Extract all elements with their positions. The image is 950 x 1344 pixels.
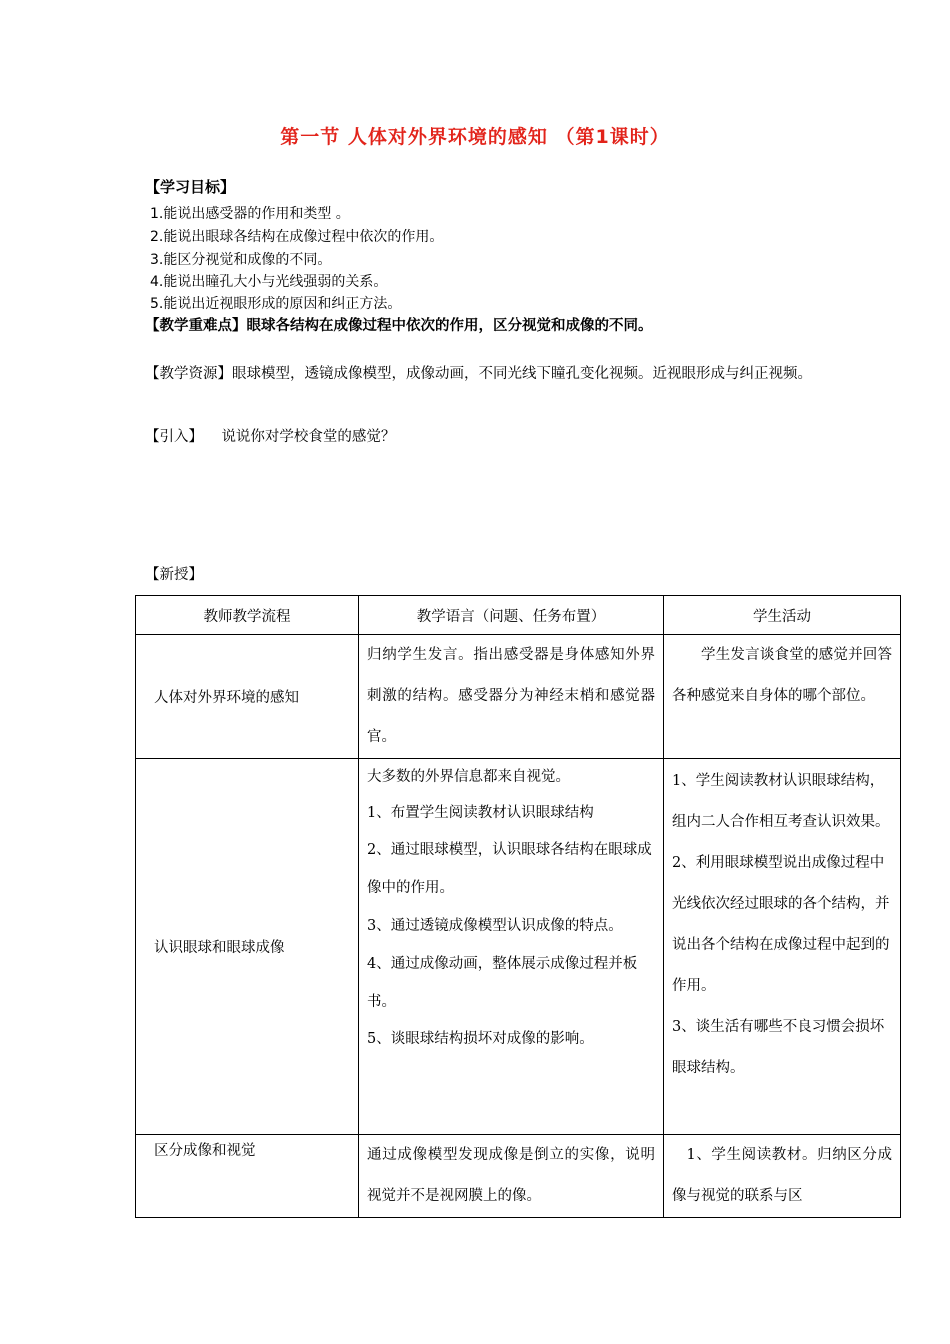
introduction (145, 425, 395, 446)
teacher-line: 5、谈眼球结构损坏对成像的影响。 (367, 1031, 594, 1047)
new-lesson-heading: 【新授】 (145, 567, 203, 583)
teacher-cell (359, 1135, 664, 1218)
teacher-text: 通过成像模型发现成像是倒立的实像，说明视觉并不是视网膜上的像。 (367, 1147, 655, 1204)
table-row (136, 635, 901, 759)
stage-cell: 区分成像和视觉 (136, 1135, 359, 1218)
teacher-line: 2、通过眼球模型，认识眼球各结构在眼球成像中的作用。 (367, 842, 652, 896)
intro-label: 【引入】 (145, 429, 203, 445)
teacher-cell (359, 759, 664, 1135)
resources-text: 眼球模型，透镜成像模型，成像动画，不同光线下瞳孔变化视频。近视眼形成与纠正视频。 (232, 366, 812, 382)
teacher-cell (359, 635, 664, 759)
student-text: 1、学生阅读教材。归纳区分成像与视觉的联系与区 (672, 1147, 892, 1204)
teacher-line: 大多数的外界信息都来自视觉。 (367, 769, 570, 785)
key-points-text: 眼球各结构在成像过程中依次的作用，区分视觉和成像的不同。 (246, 318, 653, 334)
objective-item: 4.能说出瞳孔大小与光线强弱的关系。 (150, 274, 388, 290)
key-points-label: 【教学重难点】 (145, 318, 247, 334)
intro-text: 说说你对学校食堂的感觉？ (221, 429, 396, 445)
table-row (136, 759, 901, 1135)
student-line: 1、学生阅读教材认识眼球结构，组内二人合作相互考查认识效果。 (672, 773, 890, 830)
column-header-stage: 教师教学流程 (136, 596, 359, 635)
student-line: 3、谈生活有哪些不良习惯会损坏眼球结构。 (672, 1019, 885, 1076)
student-text: 学生发言谈食堂的感觉并回答各种感觉来自身体的哪个部位。 (672, 647, 892, 704)
table-header-row (136, 596, 901, 635)
key-points (145, 314, 653, 335)
teacher-line: 1、布置学生阅读教材认识眼球结构 (367, 805, 594, 821)
objectives-heading: 【学习目标】 (145, 178, 236, 196)
teaching-resources (145, 351, 825, 397)
student-cell (664, 759, 901, 1135)
resources-label: 【教学资源】 (145, 366, 232, 382)
column-header-student: 学生活动 (664, 596, 901, 635)
teacher-line: 3、通过透镜成像模型认识成像的特点。 (367, 918, 623, 934)
table-row (136, 1135, 901, 1218)
objective-item: 5.能说出近视眼形成的原因和纠正方法。 (150, 296, 402, 312)
teacher-line: 4、通过成像动画，整体展示成像过程并板书。 (367, 956, 638, 1010)
student-line: 2、利用眼球模型说出成像过程中光线依次经过眼球的各个结构，并说出各个结构在成像过程中起到的作用。 (672, 855, 890, 994)
student-cell (664, 635, 901, 759)
stage-cell: 人体对外界环境的感知 (136, 635, 359, 759)
teacher-text: 归纳学生发言。指出感受器是身体感知外界刺激的结构。感受器分为神经末梢和感觉器官。 (367, 647, 655, 745)
objective-item: 2.能说出眼球各结构在成像过程中依次的作用。 (150, 229, 444, 245)
column-header-teacher: 教学语言（问题、任务布置） (359, 596, 664, 635)
page-title: 第一节 人体对外界环境的感知 （第1课时） (280, 126, 670, 148)
objective-item: 1.能说出感受器的作用和类型 。 (150, 206, 350, 222)
lesson-table (135, 595, 901, 1218)
objective-item: 3.能区分视觉和成像的不同。 (150, 252, 332, 268)
student-cell (664, 1135, 901, 1218)
stage-cell: 认识眼球和眼球成像 (136, 759, 359, 1135)
